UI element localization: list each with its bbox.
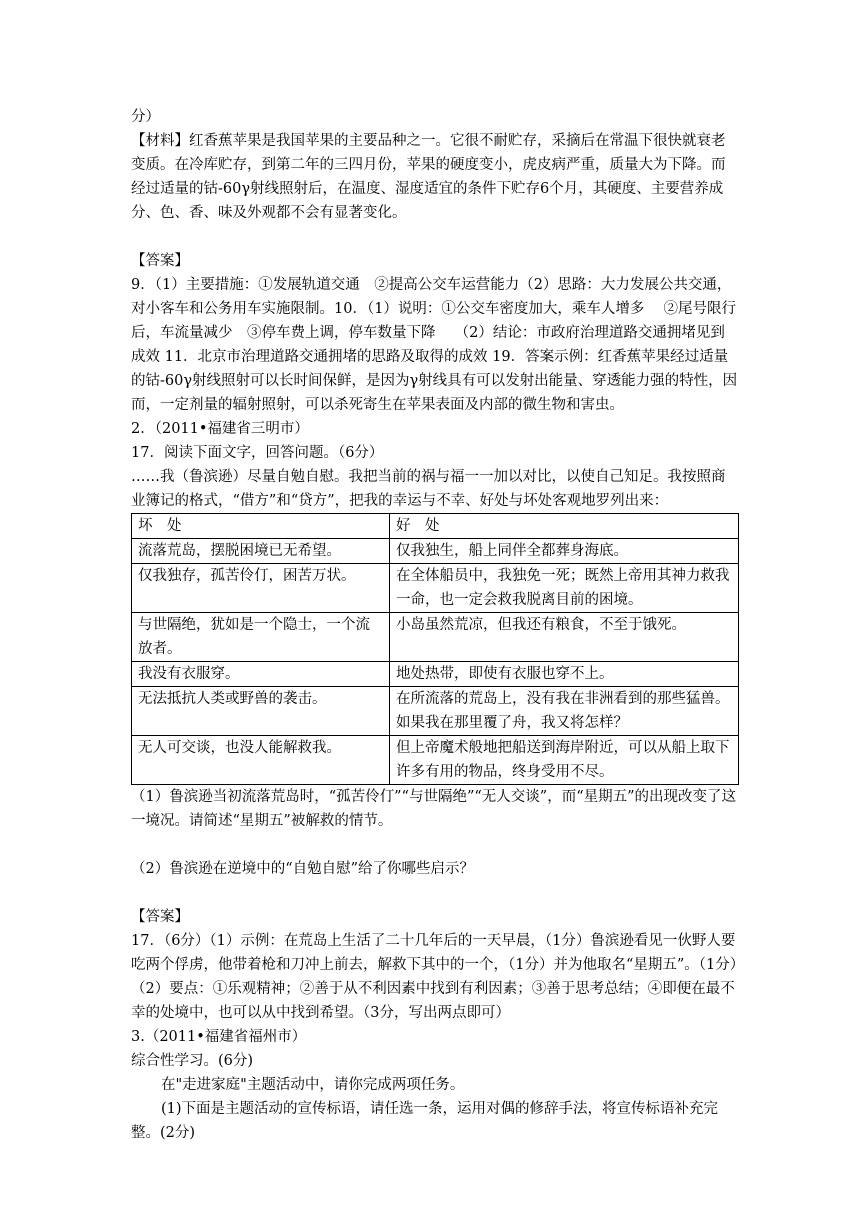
table-header-row [132,514,739,539]
table-cell: 在所流落的荒岛上，没有我在非洲看到的那些猛兽。如果我在那里覆了舟，我又将怎样？ [390,687,739,736]
answer-label: 【答案】 [131,253,189,269]
table-cell: 无人可交谈，也没人能解救我。 [132,736,390,785]
table-cell: 小岛虽然荒凉，但我还有粮食，不至于饿死。 [390,613,739,662]
table-cell: 我没有衣服穿。 [132,662,390,687]
table-cell: 流落荒岛，摆脱困境已无希望。 [132,539,390,564]
table-row [132,736,739,785]
sub-question-2: （2）鲁滨逊在逆境中的“自勉自慰”给了你哪些启示？ [131,861,475,877]
table-cell: 仅我独存，孤苦伶仃，困苦万状。 [132,564,390,613]
table-cell: 仅我独生，船上同伴全都葬身海底。 [390,539,739,564]
table-row [132,539,739,564]
comparison-table [131,513,739,785]
question-source-heading: 3.（2011•福建省福州市） [131,1029,307,1045]
table-row [132,613,739,662]
material-paragraph: 【材料】红香蕉苹果是我国苹果的主要品种之一。它很不耐贮存，采摘后在常温下很快就衰老变质。在冷库贮存，到第二年的三四月份，苹果的硬度变小，虎皮病严重，质量大为下降。而经过适量的钴-60γ射线照射后，在温度、湿度适宜的条件下贮存6个月，其硬度、主要营养成分、色、香、味及外观都不会有显著变化。 [131,133,726,221]
answer-paragraph: 9．（1）主要措施：①发展轨道交通 ②提高公交车运营能力（2）思路：大力发展公共交通，对小客车和公务用车实施限制。10．（1）说明：①公交车密度加大，乘车人增多 ②尾号限行后，车流量减少 ③停车费上调，停车数量下降 （2）结论：市政府治理道路交通拥堵见到成效 11．北京市治理道路交通拥堵的思路及取得的成效 19．答案示例：红香蕉苹果经过适量的钴-60γ射线照射可以长时间保鲜，是因为γ射线具有可以发射出能量、穿透能力强的特性，因而，一定剂量的辐射照射，可以杀死寄生在苹果表面及内部的微生物和害虫。 [131,277,738,413]
document-page [131,105,739,1145]
table-cell: 无法抵抗人类或野兽的袭击。 [132,687,390,736]
sub-question-1: （1）鲁滨逊当初流落荒岛时，“孤苦伶仃”“与世隔绝”“无人交谈”，而“星期五”的出现改变了这一境况。请简述“星期五”被解救的情节。 [131,789,737,829]
passage-intro: ……我（鲁滨逊）尽量自勉自慰。我把当前的祸与福一一加以对比，以使自己知足。我按照商业簿记的格式，“借方”和“贷方”，把我的幸运与不幸、好处与坏处客观地罗列出来： [131,469,726,509]
table-row [132,687,739,736]
question-title: 17．阅读下面文字，回答问题。（6分） [131,445,384,461]
table-cell: 但上帝魔术般地把船送到海岸附近，可以从船上取下许多有用的物品，终身受用不尽。 [390,736,739,785]
table-header-cell: 坏 处 [132,514,390,539]
answer-paragraph: 17．（6分）（1）示例：在荒岛上生活了二十几年后的一天早晨，（1分）鲁滨逊看见一伙野人要吃两个俘虏，他带着枪和刀冲上前去，解救下其中的一个，（1分）并为他取名“星期五”。（1分）（2）要点：①乐观精神；②善于从不利因素中找到有利因素；③善于思考总结；④即便在最不幸的处境中，也可以从中找到希望。（3分，写出两点即可） [131,933,738,1021]
table-cell: 在全体船员中，我独免一死；既然上帝用其神力救我一命，也一定会救我脱离目前的困境。 [390,564,739,613]
sub-question-1: (1)下面是主题活动的宣传标语，请任选一条，运用对偶的修辞手法，将宣传标语补充完整。(2分) [131,1101,719,1141]
fragment-line: 分） [131,109,160,125]
answer-label: 【答案】 [131,909,189,925]
question-intro: 在"走进家庭"主题活动中，请你完成两项任务。 [161,1077,465,1093]
question-title: 综合性学习。(6分) [131,1053,254,1069]
question-source-heading: 2．（2011•福建省三明市） [131,421,309,437]
table-header-cell: 好 处 [390,514,739,539]
table-cell: 与世隔绝，犹如是一个隐士，一个流放者。 [132,613,390,662]
table-cell: 地处热带，即使有衣服也穿不上。 [390,662,739,687]
table-row [132,564,739,613]
table-row [132,662,739,687]
